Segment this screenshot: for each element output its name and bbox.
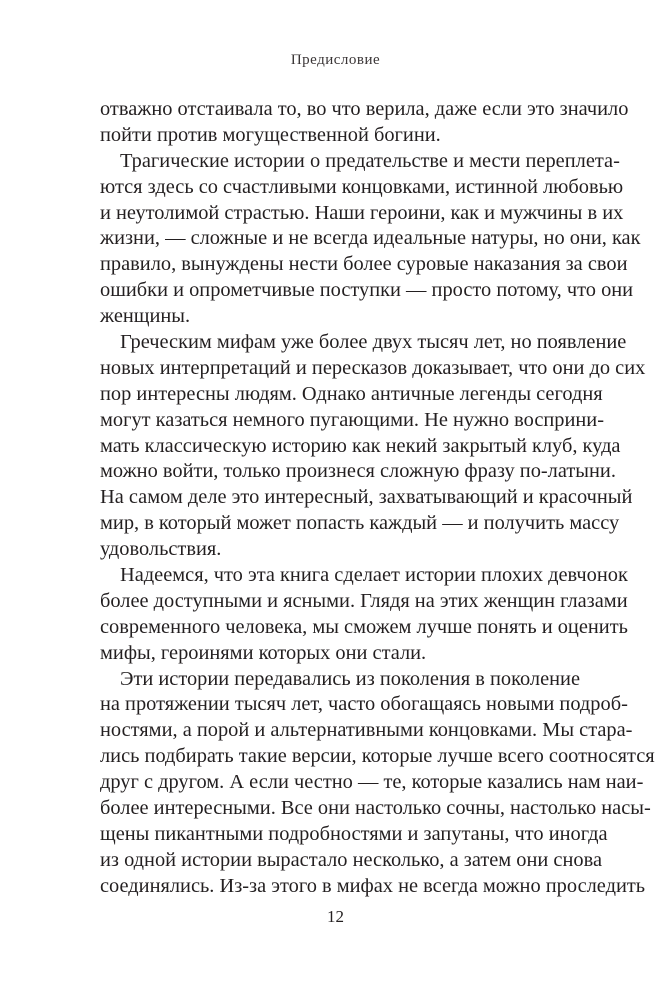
text-line: щены пикантными подробностями и запутаны, что иногда: [100, 822, 608, 845]
text-line: Греческим мифам уже более двух тысяч лет, но появление: [120, 331, 627, 354]
text-line: лись подбирать такие версии, которые лучше всего соотносятся: [100, 745, 655, 768]
text-line: Надеемся, что эта книга сделает истории плохих девчонок: [120, 564, 628, 587]
text-line: более доступными и ясными. Глядя на этих женщин глазами: [100, 589, 628, 612]
text-line: на протяжении тысяч лет, часто обогащаясь новыми подроб-: [100, 693, 628, 716]
text-line: Эти истории передавались из поколения в поколение: [120, 667, 581, 690]
text-line: могут казаться немного пугающими. Не нужно восприни-: [100, 408, 605, 431]
body-text: [100, 97, 655, 900]
text-line: Трагические истории о предательстве и мести переплета-: [120, 149, 620, 172]
text-line: ностями, а порой и альтернативными концовками. Мы стара-: [100, 719, 633, 742]
text-line: из одной истории вырастало несколько, а затем они снова: [100, 848, 602, 871]
text-line: мать классическую историю как некий закрытый клуб, куда: [100, 434, 621, 457]
text-line: мифы, героинями которых они стали.: [100, 641, 427, 664]
text-line: ются здесь со счастливыми концовками, истинной любовью: [100, 175, 624, 198]
text-line: удовольствия.: [100, 538, 222, 561]
running-head: Предисловие: [290, 52, 381, 68]
text-line: мир, в который может попасть каждый — и получить массу: [100, 512, 620, 535]
text-line: отважно отстаивала то, во что верила, даже если это значило: [100, 98, 629, 120]
text-line: женщины.: [100, 305, 191, 328]
text-line: можно войти, только произнеся сложную фразу по-латыни.: [100, 460, 616, 483]
page-number: 12: [327, 907, 344, 926]
text-line: соединялись. Из-за этого в мифах не всегда можно проследить: [100, 874, 646, 897]
text-line: ошибки и опрометчивые поступки — просто потому, что они: [100, 279, 634, 302]
text-line: жизни, — сложные и не всегда идеальные натуры, но они, как: [100, 227, 641, 250]
text-line: друг с другом. А если честно — те, которые казались нам наи-: [100, 771, 644, 794]
text-line: пойти против могущественной богини.: [100, 123, 441, 146]
text-line: более интересными. Все они настолько сочны, настолько насы-: [100, 797, 651, 820]
text-line: и неутолимой страстью. Наши героини, как и мужчины в их: [100, 201, 624, 224]
text-line: пор интересны людям. Однако античные легенды сегодня: [100, 382, 603, 405]
text-line: современного человека, мы сможем лучше понять и оценить: [100, 615, 628, 638]
text-line: На самом деле это интересный, захватывающий и красочный: [100, 486, 633, 509]
text-line: правило, вынуждены нести более суровые наказания за свои: [100, 253, 628, 276]
text-line: новых интерпретаций и пересказов доказывает, что они до сих: [100, 356, 646, 379]
